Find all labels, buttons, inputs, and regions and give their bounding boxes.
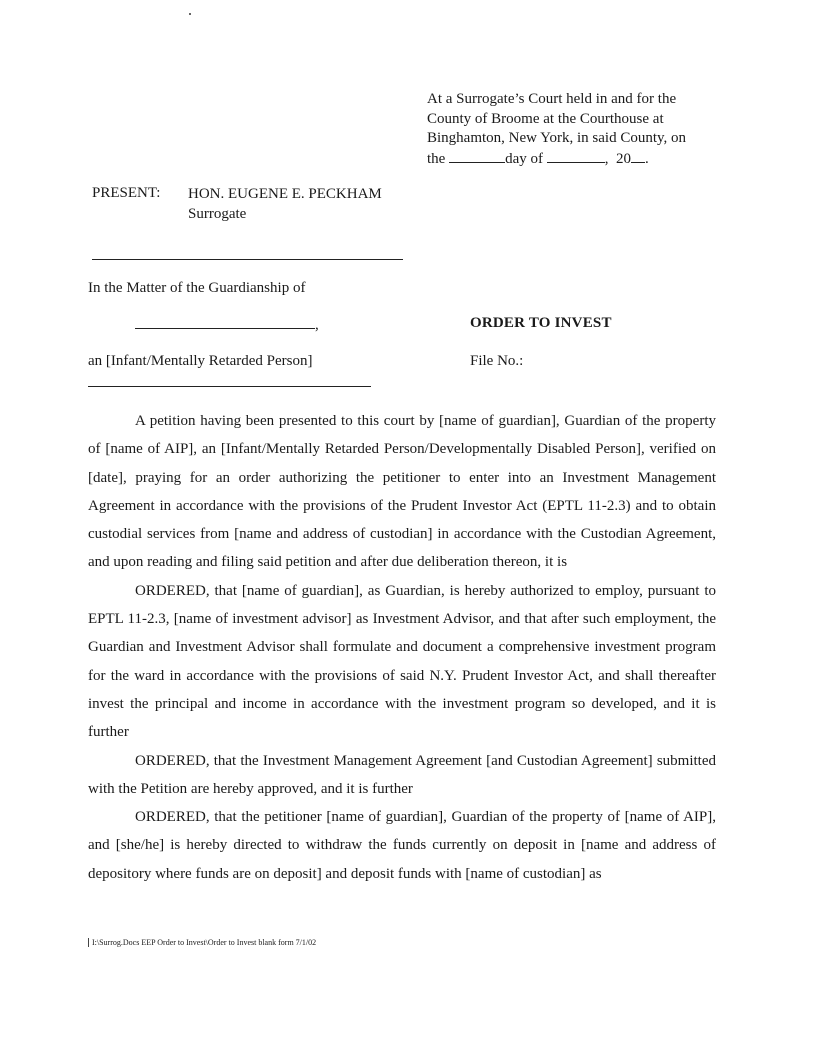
court-header xyxy=(427,90,767,169)
judge-name: HON. EUGENE E. PECKHAM xyxy=(188,186,382,202)
present-label: PRESENT: xyxy=(92,185,161,201)
court-header-line-2: County of Broome at the Courthouse at xyxy=(427,110,664,127)
stray-mark xyxy=(189,13,191,15)
judge-title: Surrogate xyxy=(188,205,247,222)
footer-file-path: I:\Surrog.Docs EEP Order to Invest\Order to Invest blank form 7/1/02 xyxy=(88,938,316,947)
ward-name-comma: , xyxy=(315,317,319,333)
court-header-comma: , xyxy=(604,150,609,167)
court-header-year-prefix: 20 xyxy=(615,150,631,167)
present-block xyxy=(188,185,382,224)
court-header-the: the xyxy=(427,150,446,167)
paragraph-ordered-approved: ORDERED, that the Investment Management Agreement [and Custodian Agreement] submitted with the Petition are hereby approved, and it is further xyxy=(88,752,716,797)
court-header-line-4 xyxy=(427,149,767,170)
matter-caption: In the Matter of the Guardianship of xyxy=(88,280,306,296)
year-blank xyxy=(631,149,645,163)
court-header-line-3: Binghamton, New York, in said County, on xyxy=(427,130,687,146)
paragraph-petition: A petition having been presented to this court by [name of guardian], Guardian of the property of [name of AIP], an [Infant/Mentally Retarded Person/Developmentally Disabled Person], verified on [date], praying for an order authorizing the petitioner to enter into an Investment Management Agreement in accordance with the provisions of the Prudent Investor Act (EPTL 11-2.3) and to obtain custodial services from [name and address of custodian] in accordance with the Custodian Agreement, and upon reading and filing said petition and after due deliberation thereon, it is xyxy=(88,413,716,571)
court-header-line-1: At a Surrogate’s Court held in and for the xyxy=(427,91,677,107)
court-header-day-of: day of xyxy=(505,150,543,167)
caption-rule-bottom xyxy=(88,386,371,387)
paragraph-ordered-withdraw: ORDERED, that the petitioner [name of guardian], Guardian of the property of [name of AIP], and [she/he] is hereby directed to withdraw the funds currently on deposit in [name and address of depository where funds are on deposit] and deposit funds with [name of custodian] as xyxy=(88,809,716,882)
ward-name-line xyxy=(135,314,315,329)
order-title: ORDER TO INVEST xyxy=(470,315,612,331)
paragraph-ordered-employ: ORDERED, that [name of guardian], as Guardian, is hereby authorized to employ, pursuant to EPTL 11-2.3, [name of investment advisor] as Investment Advisor, and that after such employment, the Guardian and Investment Advisor shall formulate and document a comprehensive investment program for the ward in accordance with the provisions of said N.Y. Prudent Investor Act, and shall thereafter invest the principal and income in accordance with the investment program so developed, and it is further xyxy=(88,582,716,741)
day-blank xyxy=(449,149,505,163)
order-body xyxy=(88,407,716,888)
month-blank xyxy=(547,149,605,163)
file-number-label: File No.: xyxy=(470,353,524,369)
ward-name-blank xyxy=(135,314,319,334)
party-description: an [Infant/Mentally Retarded Person] xyxy=(88,353,313,369)
caption-rule-top xyxy=(92,259,403,260)
court-header-end: . xyxy=(644,150,649,167)
